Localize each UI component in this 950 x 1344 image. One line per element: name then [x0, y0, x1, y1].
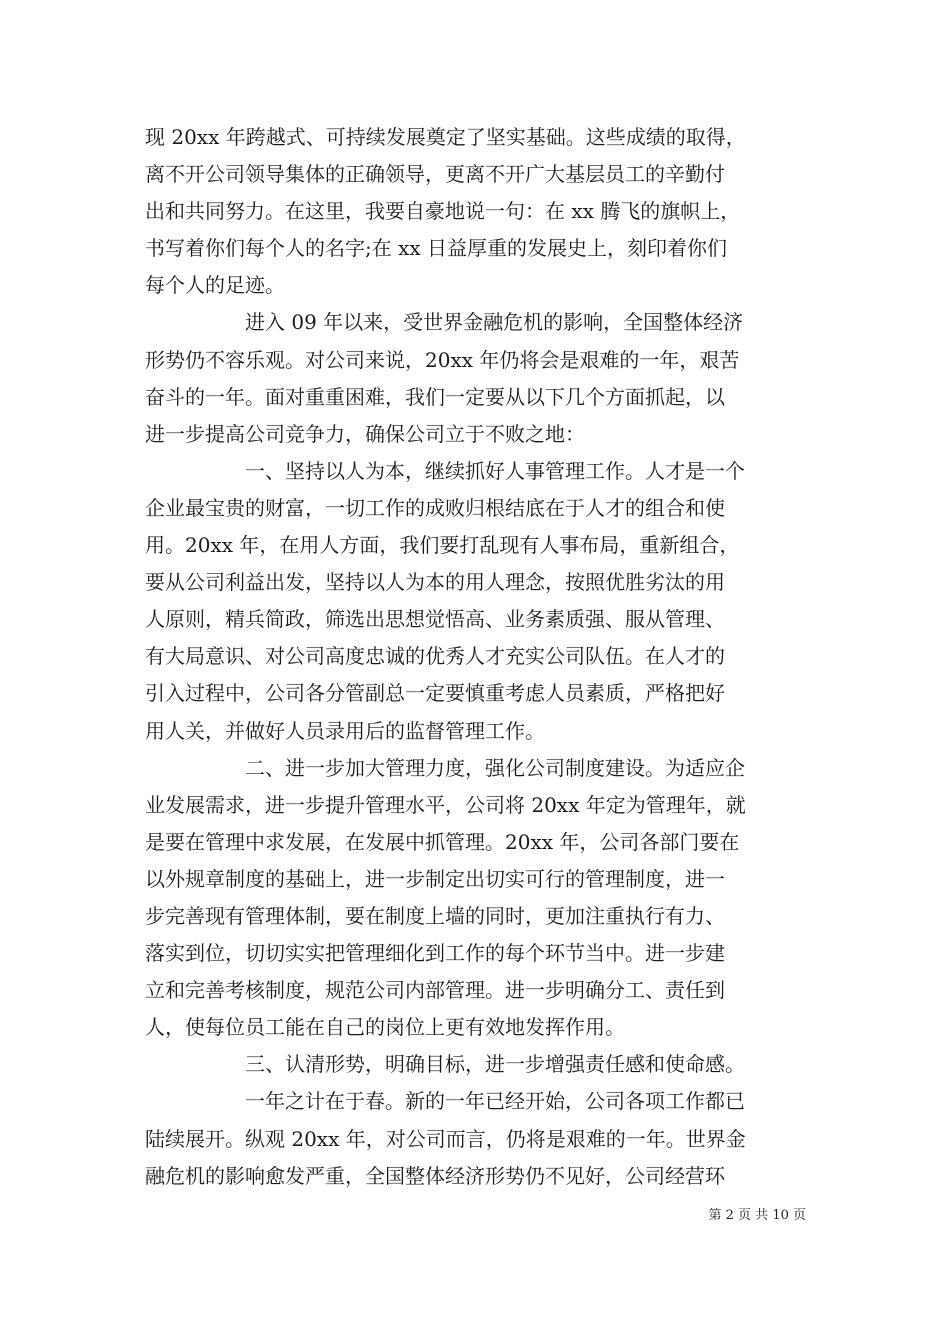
text-line: 引入过程中，公司各分管副总一定要慎重考虑人员素质，严格把好	[145, 681, 725, 706]
text-line: 融危机的影响愈发严重，全国整体经济形势仍不见好，公司经营环	[145, 1163, 725, 1188]
text-line: 进一步提高公司竞争力，确保公司立于不败之地：	[145, 421, 585, 446]
text-line: 企业最宝贵的财富，一切工作的成败归根结底在于人才的组合和使	[145, 495, 725, 520]
text-line: 书写着你们每个人的名字;在 xx 日益厚重的发展史上，刻印着你们	[145, 236, 728, 261]
text-line: 业发展需求，进一步提升管理水平，公司将 20xx 年定为管理年，就	[145, 792, 746, 817]
text-line: 要从公司利益出发，坚持以人为本的用人理念，按照优胜劣汰的用	[145, 570, 725, 595]
text-line: 立和完善考核制度，规范公司内部管理。进一步明确分工、责任到	[145, 978, 725, 1003]
section-heading-3: 三、认清形势，明确目标，进一步增强责任感和使命感。	[245, 1052, 745, 1077]
section-heading-1: 一、坚持以人为本，继续抓好人事管理工作。人才是一个	[245, 458, 745, 483]
document-body	[145, 119, 810, 1195]
text-line: 是要在管理中求发展，在发展中抓管理。20xx 年，公司各部门要在	[145, 829, 740, 854]
text-line: 形势仍不容乐观。对公司来说，20xx 年仍将会是艰难的一年，艰苦	[145, 347, 740, 372]
text-line: 离不开公司领导集体的正确领导，更离不开广大基层员工的辛勤付	[145, 162, 725, 187]
paragraph-start-line: 进入 09 年以来，受世界金融危机的影响，全国整体经济	[245, 310, 744, 335]
text-line: 用。20xx 年，在用人方面，我们要打乱现有人事布局，重新组合，	[145, 533, 740, 558]
text-line: 每个人的足迹。	[145, 273, 285, 298]
text-line: 现 20xx 年跨越式、可持续发展奠定了坚实基础。这些成绩的取得，	[145, 125, 746, 149]
text-line: 奋斗的一年。面对重重困难，我们一定要从以下几个方面抓起，以	[145, 384, 725, 409]
text-line: 落实到位，切切实实把管理细化到工作的每个环节当中。进一步建	[145, 941, 725, 966]
text-line: 人，使每位员工能在自己的岗位上更有效地发挥作用。	[145, 1015, 625, 1040]
text-line: 用人关，并做好人员录用后的监督管理工作。	[145, 718, 545, 743]
text-line: 以外规章制度的基础上，进一步制定出切实可行的管理制度，进一	[145, 866, 725, 891]
text-line: 步完善现有管理体制，要在制度上墙的同时，更加注重执行有力、	[145, 903, 725, 928]
paragraph-start-line: 一年之计在于春。新的一年已经开始，公司各项工作都已	[245, 1089, 745, 1114]
text-line: 有大局意识、对公司高度忠诚的优秀人才充实公司队伍。在人才的	[145, 644, 725, 669]
text-line: 陆续展开。纵观 20xx 年，对公司而言，仍将是艰难的一年。世界金	[145, 1126, 746, 1151]
text-line: 人原则，精兵简政，筛选出思想觉悟高、业务素质强、服从管理、	[145, 607, 725, 632]
page-number-footer: 第 2 页 共 10 页	[708, 1208, 806, 1223]
text-line: 出和共同努力。在这里，我要自豪地说一句：在 xx 腾飞的旗帜上，	[145, 199, 741, 224]
section-heading-2: 二、进一步加大管理力度，强化公司制度建设。为适应企	[245, 755, 745, 780]
